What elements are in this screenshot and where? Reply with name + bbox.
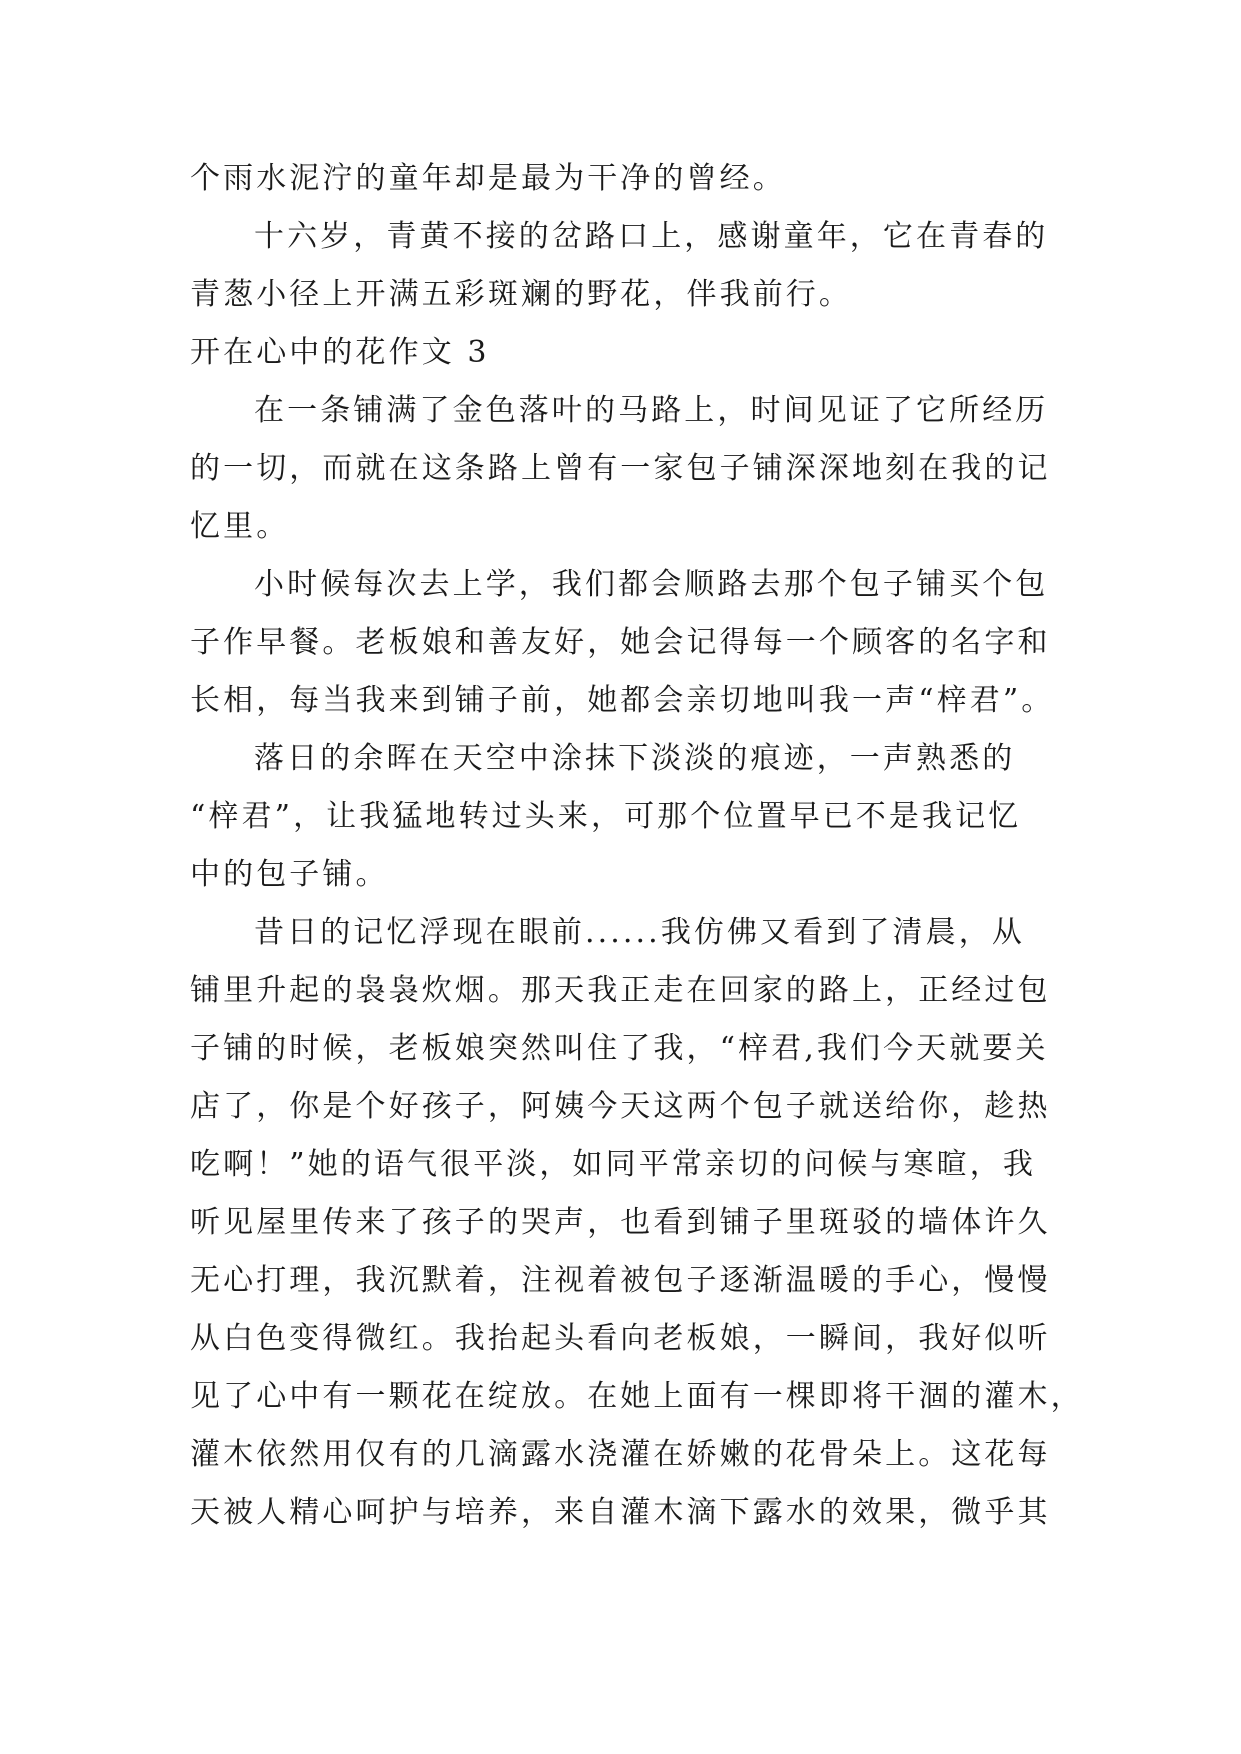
section-heading: 开在心中的花作文 3 [190,335,490,370]
text-line: 十六岁，青黄不接的岔路口上，感谢童年，它在青春的 [254,219,1049,254]
text-line: 小时候每次去上学，我们都会顺路去那个包子铺买个包 [254,567,1049,602]
text-line: 听见屋里传来了孩子的哭声，也看到铺子里斑驳的墙体许久 [190,1205,1051,1240]
text-line: 长相，每当我来到铺子前，她都会亲切地叫我一声“梓君”。 [190,683,1055,718]
text-line: 落日的余晖在天空中涂抹下淡淡的痕迹，一声熟悉的 [254,741,1016,776]
text-line: 的一切，而就在这条路上曾有一家包子铺深深地刻在我的记 [190,451,1051,486]
text-line: 铺里升起的袅袅炊烟。那天我正走在回家的路上，正经过包 [190,973,1051,1008]
text-line: 子作早餐。老板娘和善友好，她会记得每一个顾客的名字和 [190,625,1051,660]
text-line: 从白色变得微红。我抬起头看向老板娘，一瞬间，我好似听 [190,1321,1051,1356]
text-line: 昔日的记忆浮现在眼前......我仿佛又看到了清晨，从 [254,915,1025,950]
text-line: 在一条铺满了金色落叶的马路上，时间见证了它所经历 [254,393,1049,428]
text-line: 忆里。 [190,509,290,544]
text-line: 子铺的时候，老板娘突然叫住了我，“梓君,我们今天就要关 [190,1031,1049,1066]
text-line: 青葱小径上开满五彩斑斓的野花，伴我前行。 [190,277,852,312]
text-line: 个雨水泥泞的童年却是最为干净的曾经。 [190,161,786,196]
text-line: 中的包子铺。 [190,857,389,892]
text-line: 店了，你是个好孩子，阿姨今天这两个包子就送给你，趁热 [190,1089,1051,1124]
text-line: 灌木依然用仅有的几滴露水浇灌在娇嫩的花骨朵上。这花每 [190,1437,1051,1472]
text-line: 天被人精心呵护与培养，来自灌木滴下露水的效果，微乎其 [190,1495,1051,1530]
text-line: “梓君”，让我猛地转过头来，可那个位置早已不是我记忆 [190,799,1022,834]
text-line: 无心打理，我沉默着，注视着被包子逐渐温暖的手心，慢慢 [190,1263,1051,1298]
text-line: 吃啊！”她的语气很平淡，如同平常亲切的问候与寒暄，我 [190,1147,1036,1182]
text-line: 见了心中有一颗花在绽放。在她上面有一棵即将干涸的灌木， [190,1379,1084,1414]
document-page [190,150,1084,1542]
